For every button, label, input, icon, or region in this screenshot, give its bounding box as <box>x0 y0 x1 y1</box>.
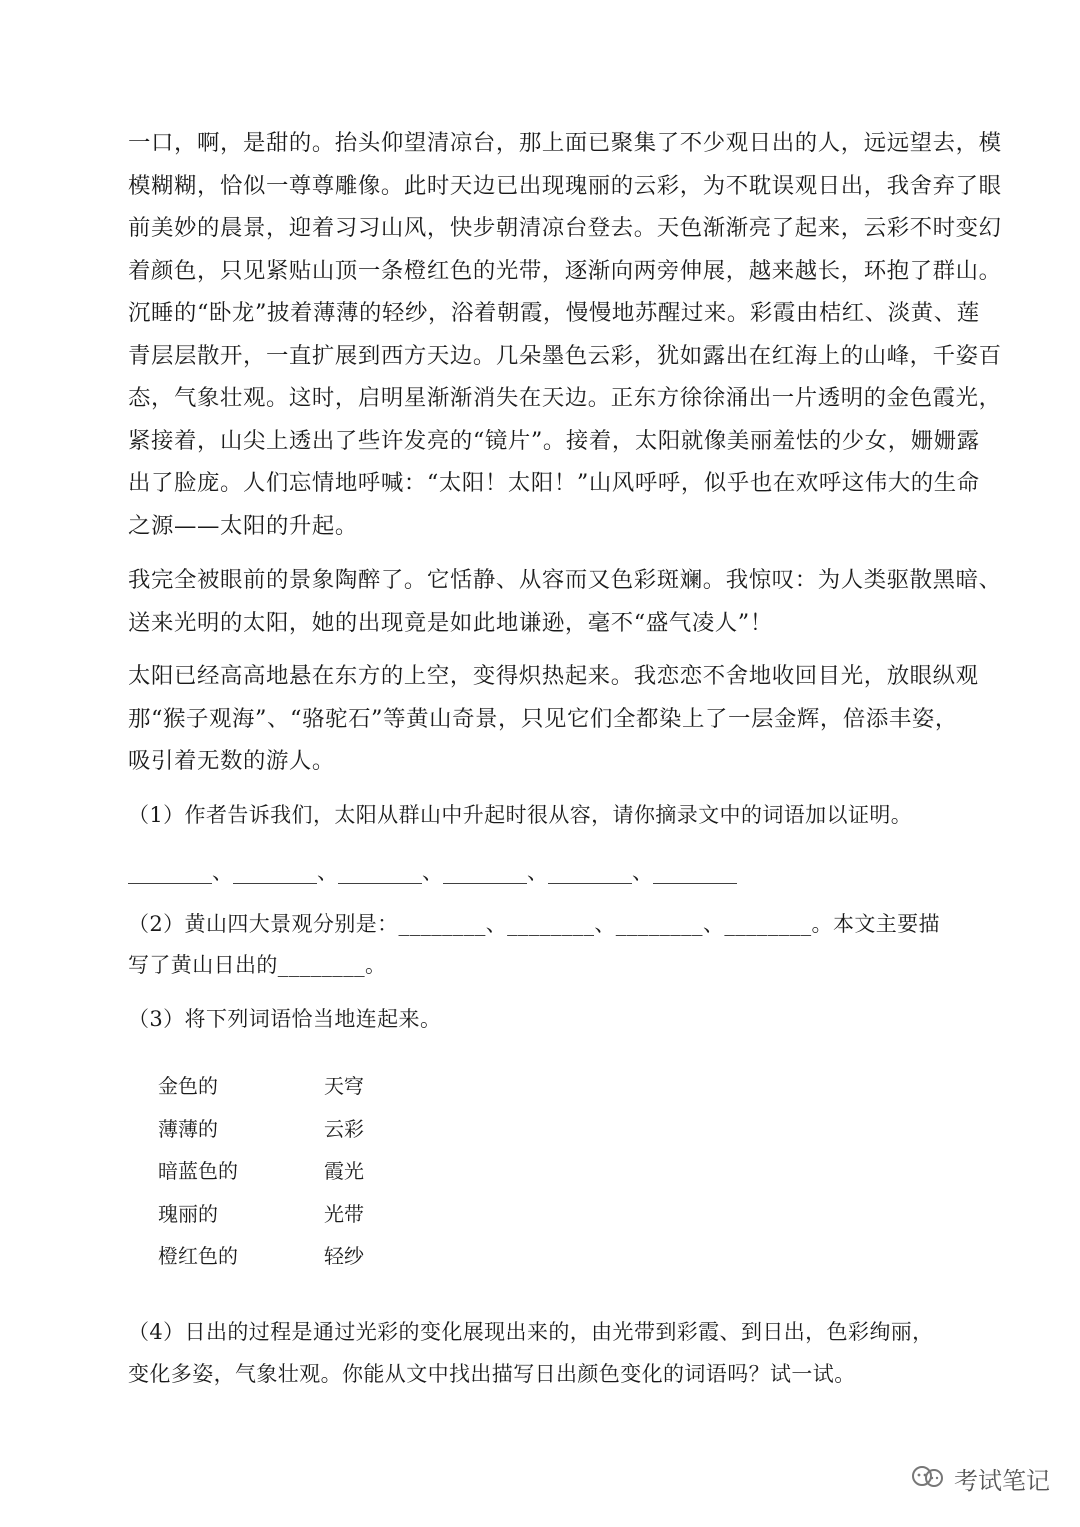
question-1: （1）作者告诉我们，太阳从群山中升起时很从容，请你摘录文中的词语加以证明。 <box>128 803 913 827</box>
matching-right-word[interactable]: 光带 <box>324 1201 364 1226</box>
passage-line: 态，气象壮观。这时，启明星渐渐消失在天边。正东方徐徐涌出一片透明的金色霞光， <box>128 385 1002 411</box>
matching-row <box>158 1236 418 1279</box>
question-2-line-2: 写了黄山日出的________。 <box>128 953 387 977</box>
matching-right-word[interactable]: 霞光 <box>324 1159 364 1183</box>
matching-left-word[interactable]: 薄薄的 <box>158 1116 218 1141</box>
passage-line: 模糊糊，恰似一尊尊雕像。此时天边已出现瑰丽的云彩，为不耽误观日出，我舍弃了眼 <box>128 172 1002 199</box>
passage-paragraph-2 <box>128 559 1002 644</box>
passage-line: 吸引着无数的游人。 <box>128 748 335 774</box>
question-4-line-2: 变化多姿，气象壮观。你能从文中找出描写日出颜色变化的词语吗？试一试。 <box>128 1362 856 1386</box>
wechat-channel-icon <box>910 1463 946 1493</box>
passage-line: 那“猴子观海”、“骆驼石”等黄山奇景，只见它们全都染上了一层金辉，倍添丰姿， <box>128 705 958 732</box>
matching-right-word[interactable]: 天穹 <box>324 1074 364 1098</box>
matching-right-word[interactable]: 云彩 <box>324 1116 364 1141</box>
question-4-line-1: （4）日出的过程是通过光彩的变化展现出来的，由光带到彩霞、到日出，色彩绚丽， <box>128 1320 934 1344</box>
matching-row <box>158 1066 418 1109</box>
matching-row <box>158 1151 418 1194</box>
matching-left-word[interactable]: 橙红色的 <box>158 1244 238 1268</box>
passage-line: 紧接着，山尖上透出了些许发亮的“镜片”。接着，太阳就像美丽羞怯的少女，姗姗露 <box>128 427 980 454</box>
passage-line: 出了脸庞。人们忘情地呼喊：“太阳！太阳！”山风呼呼，似乎也在欢呼这伟大的生命 <box>128 470 980 496</box>
passage-line: 沉睡的“卧龙”披着薄薄的轻纱，浴着朝霞，慢慢地苏醒过来。彩霞由桔红、淡黄、莲 <box>128 300 980 326</box>
passage-line: 我完全被眼前的景象陶醉了。它恬静、从容而又色彩斑斓。我惊叹：为人类驱散黑暗、 <box>128 567 1002 593</box>
passage-paragraph-3 <box>128 655 979 783</box>
question-1-answer-blanks[interactable]: ________、________、________、________、________、________ <box>128 860 737 884</box>
passage-line: 着颜色，只见紧贴山顶一条橙红色的光带，逐渐向两旁伸展，越来越长，环抱了群山。 <box>128 257 1002 284</box>
word-matching-list <box>158 1066 418 1279</box>
passage-line: 前美妙的晨景，迎着习习山风，快步朝清凉台登去。天色渐渐亮了起来，云彩不时变幻 <box>128 215 1002 241</box>
passage-paragraph-1 <box>128 122 1002 547</box>
matching-left-word[interactable]: 瑰丽的 <box>158 1201 218 1226</box>
question-2-line-1: （2）黄山四大景观分别是：________、________、________、________。本文主要描 <box>128 912 940 936</box>
passage-line: 送来光明的太阳，她的出现竟是如此地谦逊，毫不“盛气凌人”！ <box>128 609 773 636</box>
question-3: （3）将下列词语恰当地连起来。 <box>128 1007 442 1031</box>
watermark-text: 考试笔记 <box>954 1466 1050 1495</box>
matching-row <box>158 1109 418 1152</box>
matching-right-word[interactable]: 轻纱 <box>324 1244 364 1268</box>
passage-line: 太阳已经高高地悬在东方的上空，变得炽热起来。我恋恋不舍地收回目光，放眼纵观 <box>128 663 979 689</box>
matching-row <box>158 1194 418 1237</box>
matching-left-word[interactable]: 金色的 <box>158 1074 218 1098</box>
passage-line: 青层层散开，一直扩展到西方天边。几朵墨色云彩，犹如露出在红海上的山峰，千姿百 <box>128 342 1002 369</box>
passage-line: 一口，啊，是甜的。抬头仰望清凉台，那上面已聚集了不少观日出的人，远远望去，模 <box>128 130 1002 156</box>
matching-left-word[interactable]: 暗蓝色的 <box>158 1159 238 1183</box>
passage-line: 之源——太阳的升起。 <box>128 512 358 539</box>
watermark <box>910 1458 1050 1498</box>
